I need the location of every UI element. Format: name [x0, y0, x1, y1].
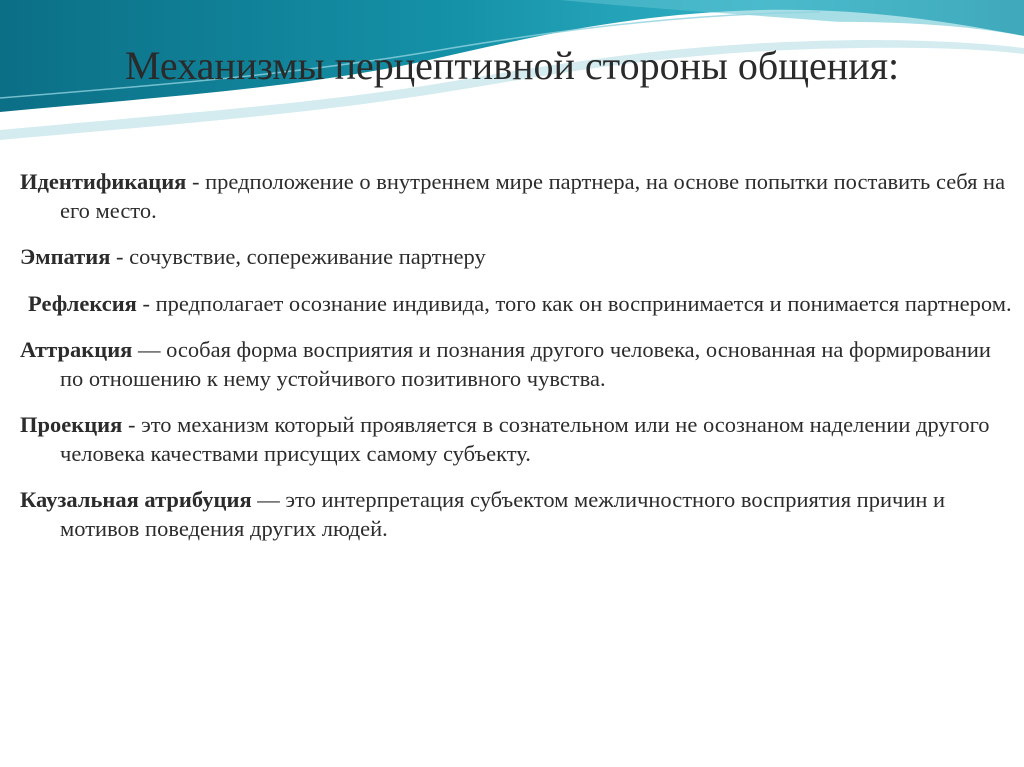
term-empathy: Эмпатия: [20, 244, 111, 269]
definition-text-causal-attribution: — это интерпретация субъектом межличностного восприятия причин и мотивов поведения других людей.: [60, 487, 946, 541]
definition-text-empathy: - сочувствие, сопереживание партнеру: [110, 244, 486, 269]
definition-reflection: [20, 290, 1016, 319]
definition-attraction: [20, 336, 1016, 393]
definition-text-reflection: - предполагает осознание индивида, того как он воспринимается и понимается партнером.: [136, 290, 1012, 316]
term-reflection: Рефлексия: [28, 290, 137, 316]
term-attraction: Аттракция: [20, 337, 133, 362]
definitions-list: [20, 168, 1016, 561]
term-identification: Идентификация: [20, 169, 187, 194]
term-projection: Проекция: [20, 412, 123, 437]
definition-empathy: [20, 243, 1016, 272]
definition-text-identification: - предположение о внутреннем мире партнера, на основе попытки поставить себя на его место.: [60, 169, 1006, 223]
definition-identification: [20, 168, 1016, 225]
slide-title: Механизмы перцептивной стороны общения:: [124, 43, 900, 88]
definition-text-projection: - это механизм который проявляется в сознательном или не осознаном наделении другого человека качествами присущих самому субъекту.: [60, 412, 990, 466]
term-causal-attribution: Каузальная атрибуция: [20, 487, 252, 512]
definition-projection: [20, 411, 1016, 468]
definition-causal-attribution: [20, 486, 1016, 543]
definition-text-attraction: — особая форма восприятия и познания другого человека, основанная на формировании по отношению к нему устойчивого позитивного чувства.: [60, 337, 991, 391]
